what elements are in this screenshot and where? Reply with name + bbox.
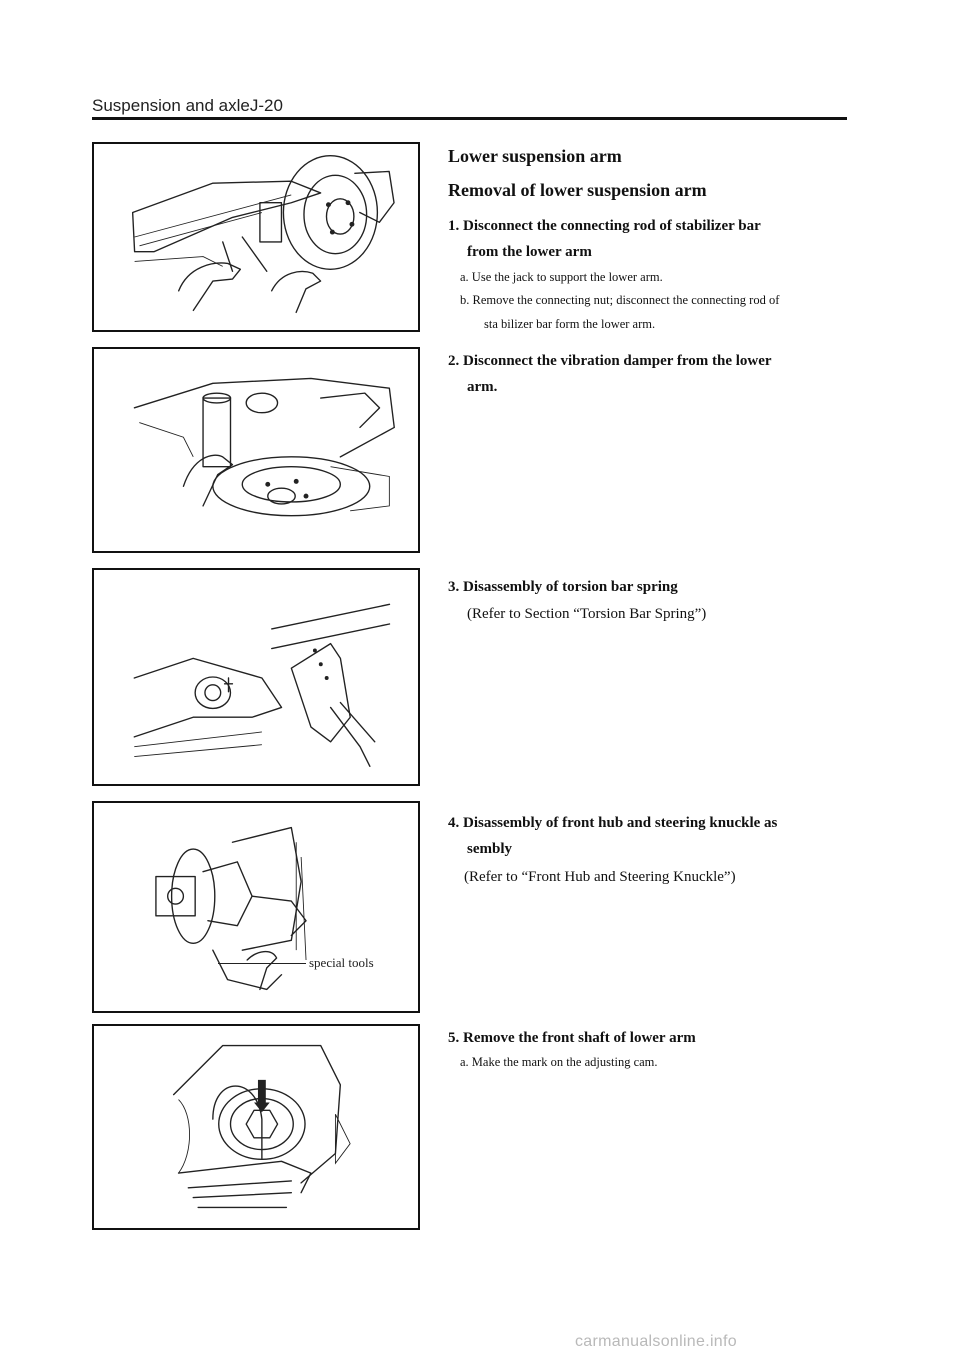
illustration-stabilizer-link <box>94 144 418 330</box>
step-2-line1: 2. Disconnect the vibration damper from the lower <box>448 353 772 369</box>
step-5: 5. Remove the front shaft of lower arm <box>448 1030 696 1046</box>
step-1 <box>448 213 848 266</box>
section-title: Lower suspension arm <box>448 146 622 166</box>
callout-leader <box>218 963 306 964</box>
section-lower-arm <box>448 146 848 337</box>
step-1a: a. Use the jack to support the lower arm. <box>460 269 663 284</box>
step-2-line2: arm. <box>467 379 498 396</box>
step-4-block <box>448 810 848 891</box>
step-3-block <box>448 574 848 629</box>
step-4 <box>448 810 848 863</box>
illustration-vibration-damper <box>94 349 418 551</box>
illustration-adjusting-cam <box>94 1026 418 1228</box>
step-5a: a. Make the mark on the adjusting cam. <box>460 1055 658 1070</box>
step-5-block <box>448 1025 848 1075</box>
figure-torsion-bar <box>92 568 420 786</box>
figure-stabilizer-link <box>92 142 420 332</box>
step-4-line2: sembly <box>467 841 512 858</box>
figure-vibration-damper <box>92 347 420 553</box>
step-2-block <box>448 348 848 401</box>
step-1-line2: from the lower arm <box>467 244 592 261</box>
illustration-front-hub <box>94 803 418 1011</box>
figure-front-hub <box>92 801 420 1013</box>
footer-watermark: carmanualsonline.info <box>575 1333 737 1350</box>
section-subtitle: Removal of lower suspension arm <box>448 179 707 200</box>
illustration-torsion-bar <box>94 570 418 784</box>
callout-special-tools: special tools <box>309 955 374 970</box>
step-2 <box>448 348 848 401</box>
step-4-ref: (Refer to “Front Hub and Steering Knuckle”) <box>464 868 736 885</box>
step-4-line1: 4. Disassembly of front hub and steering knuckle as <box>448 815 778 831</box>
step-1b-line1: b. Remove the connecting nut; disconnect the connecting rod of <box>460 293 780 308</box>
step-1b-line2: sta bilizer bar form the lower arm. <box>484 317 656 332</box>
page-header: Suspension and axleJ-20 <box>92 96 283 115</box>
figure-adjusting-cam <box>92 1024 420 1230</box>
step-1-line1: 1. Disconnect the connecting rod of stabilizer bar <box>448 218 761 235</box>
step-3: 3. Disassembly of torsion bar spring <box>448 579 678 595</box>
step-3-ref: (Refer to Section “Torsion Bar Spring”) <box>467 606 707 623</box>
step-1b <box>448 289 848 337</box>
header-rule <box>92 117 847 120</box>
